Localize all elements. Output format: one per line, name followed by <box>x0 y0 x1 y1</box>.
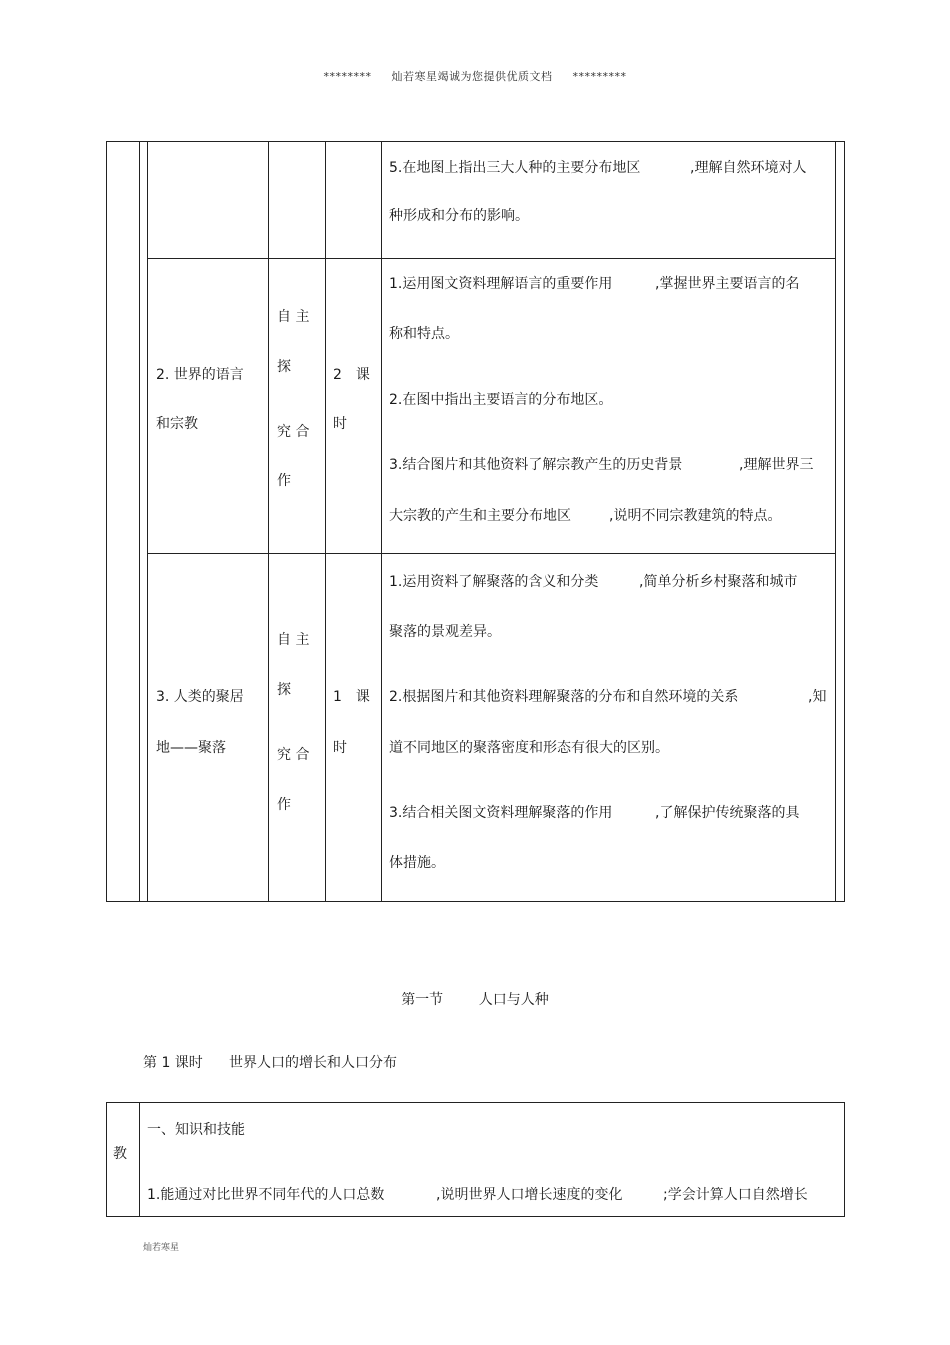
table-hline <box>147 258 836 259</box>
table-vline <box>147 141 148 902</box>
row3-goal-4a: 道不同地区的聚落密度和形态有很大的区别。 <box>389 740 669 756</box>
row3-hours-line2: 时 <box>333 740 347 756</box>
row2-method-2: 探 <box>277 359 291 375</box>
row2-goal-4a: 3.结合图片和其他资料了解宗教产生的历史背景 <box>389 457 683 473</box>
row3-goal-3b: ,知 <box>808 689 827 705</box>
page-footer: 灿若寒星 <box>143 1243 180 1253</box>
header-stars-right: ********* <box>572 70 627 83</box>
lesson-title: 世界人口的增长和人口分布 <box>229 1055 397 1071</box>
row3-method-4: 作 <box>277 797 291 813</box>
row3-topic-line2: 地——聚落 <box>156 740 226 756</box>
table2-border-bottom <box>106 1216 845 1217</box>
row3-method-3: 究 合 <box>277 747 310 763</box>
row3-goal-1b: ,简单分析乡村聚落和城市 <box>639 574 798 590</box>
table-hline <box>147 553 836 554</box>
row3-topic-line1: 3. 人类的聚居 <box>156 689 244 705</box>
table-vline <box>139 141 140 902</box>
header-text: 灿若寒星竭诚为您提供优质文档 <box>391 70 553 83</box>
table-vline <box>325 141 326 902</box>
section-title <box>0 989 950 1009</box>
table-border-bottom <box>106 901 845 902</box>
table2-left-label: 教 <box>113 1146 127 1162</box>
row2-goal-2a: 称和特点。 <box>389 326 459 342</box>
row2-method-1: 自 主 <box>277 309 310 325</box>
row3-goal-1a: 1.运用资料了解聚落的含义和分类 <box>389 574 599 590</box>
row3-method-2: 探 <box>277 682 291 698</box>
row3-hours-line1: 1 课 <box>333 689 370 705</box>
row2-topic-line1: 2. 世界的语言 <box>156 367 244 383</box>
row2-goal-4b: ,理解世界三 <box>739 457 814 473</box>
section-title-name: 人口与人种 <box>478 992 549 1008</box>
row2-goal-3a: 2.在图中指出主要语言的分布地区。 <box>389 392 613 408</box>
table2-border-right <box>844 1102 845 1217</box>
row1-goal-line1b: ,理解自然环境对人 <box>690 160 807 176</box>
row3-goal-2a: 聚落的景观差异。 <box>389 624 501 640</box>
row2-goal-5b: ,说明不同宗教建筑的特点。 <box>609 508 782 524</box>
row2-goal-5a: 大宗教的产生和主要分布地区 <box>389 508 571 524</box>
table-border-left <box>106 141 107 902</box>
row3-goal-5b: ,了解保护传统聚落的具 <box>655 805 800 821</box>
table2-border-left <box>106 1102 107 1217</box>
lesson-number: 第 1 课时 <box>143 1055 203 1071</box>
table-vline <box>835 141 836 902</box>
row3-goal-5a: 3.结合相关图文资料理解聚落的作用 <box>389 805 613 821</box>
table2-line2c: ;学会计算人口自然增长 <box>663 1187 808 1203</box>
row2-method-3: 究 合 <box>277 424 310 440</box>
page-header <box>0 68 950 84</box>
table2-border-top <box>106 1102 845 1103</box>
table-border-top <box>106 141 845 142</box>
table-vline <box>268 141 269 902</box>
header-stars-left: ******** <box>323 70 372 83</box>
table2-vline <box>139 1102 140 1217</box>
row3-method-1: 自 主 <box>277 632 310 648</box>
row1-goal-line2: 种形成和分布的影响。 <box>389 208 529 224</box>
row3-goal-6a: 体措施。 <box>389 855 445 871</box>
row2-topic-line2: 和宗教 <box>156 416 198 432</box>
row2-hours-line2: 时 <box>333 416 347 432</box>
row2-method-4: 作 <box>277 473 291 489</box>
table-vline <box>381 141 382 902</box>
row2-hours-line1: 2 课 <box>333 367 370 383</box>
table2-line2b: ,说明世界人口增长速度的变化 <box>436 1187 623 1203</box>
section-title-number: 第一节 <box>401 992 444 1008</box>
table2-line2a: 1.能通过对比世界不同年代的人口总数 <box>147 1187 385 1203</box>
table2-line1: 一、知识和技能 <box>147 1122 245 1138</box>
row3-goal-3a: 2.根据图片和其他资料理解聚落的分布和自然环境的关系 <box>389 689 739 705</box>
table-border-right <box>844 141 845 902</box>
row2-goal-1b: ,掌握世界主要语言的名 <box>655 276 800 292</box>
row1-goal-line1: 5.在地图上指出三大人种的主要分布地区 <box>389 160 641 176</box>
row2-goal-1a: 1.运用图文资料理解语言的重要作用 <box>389 276 613 292</box>
